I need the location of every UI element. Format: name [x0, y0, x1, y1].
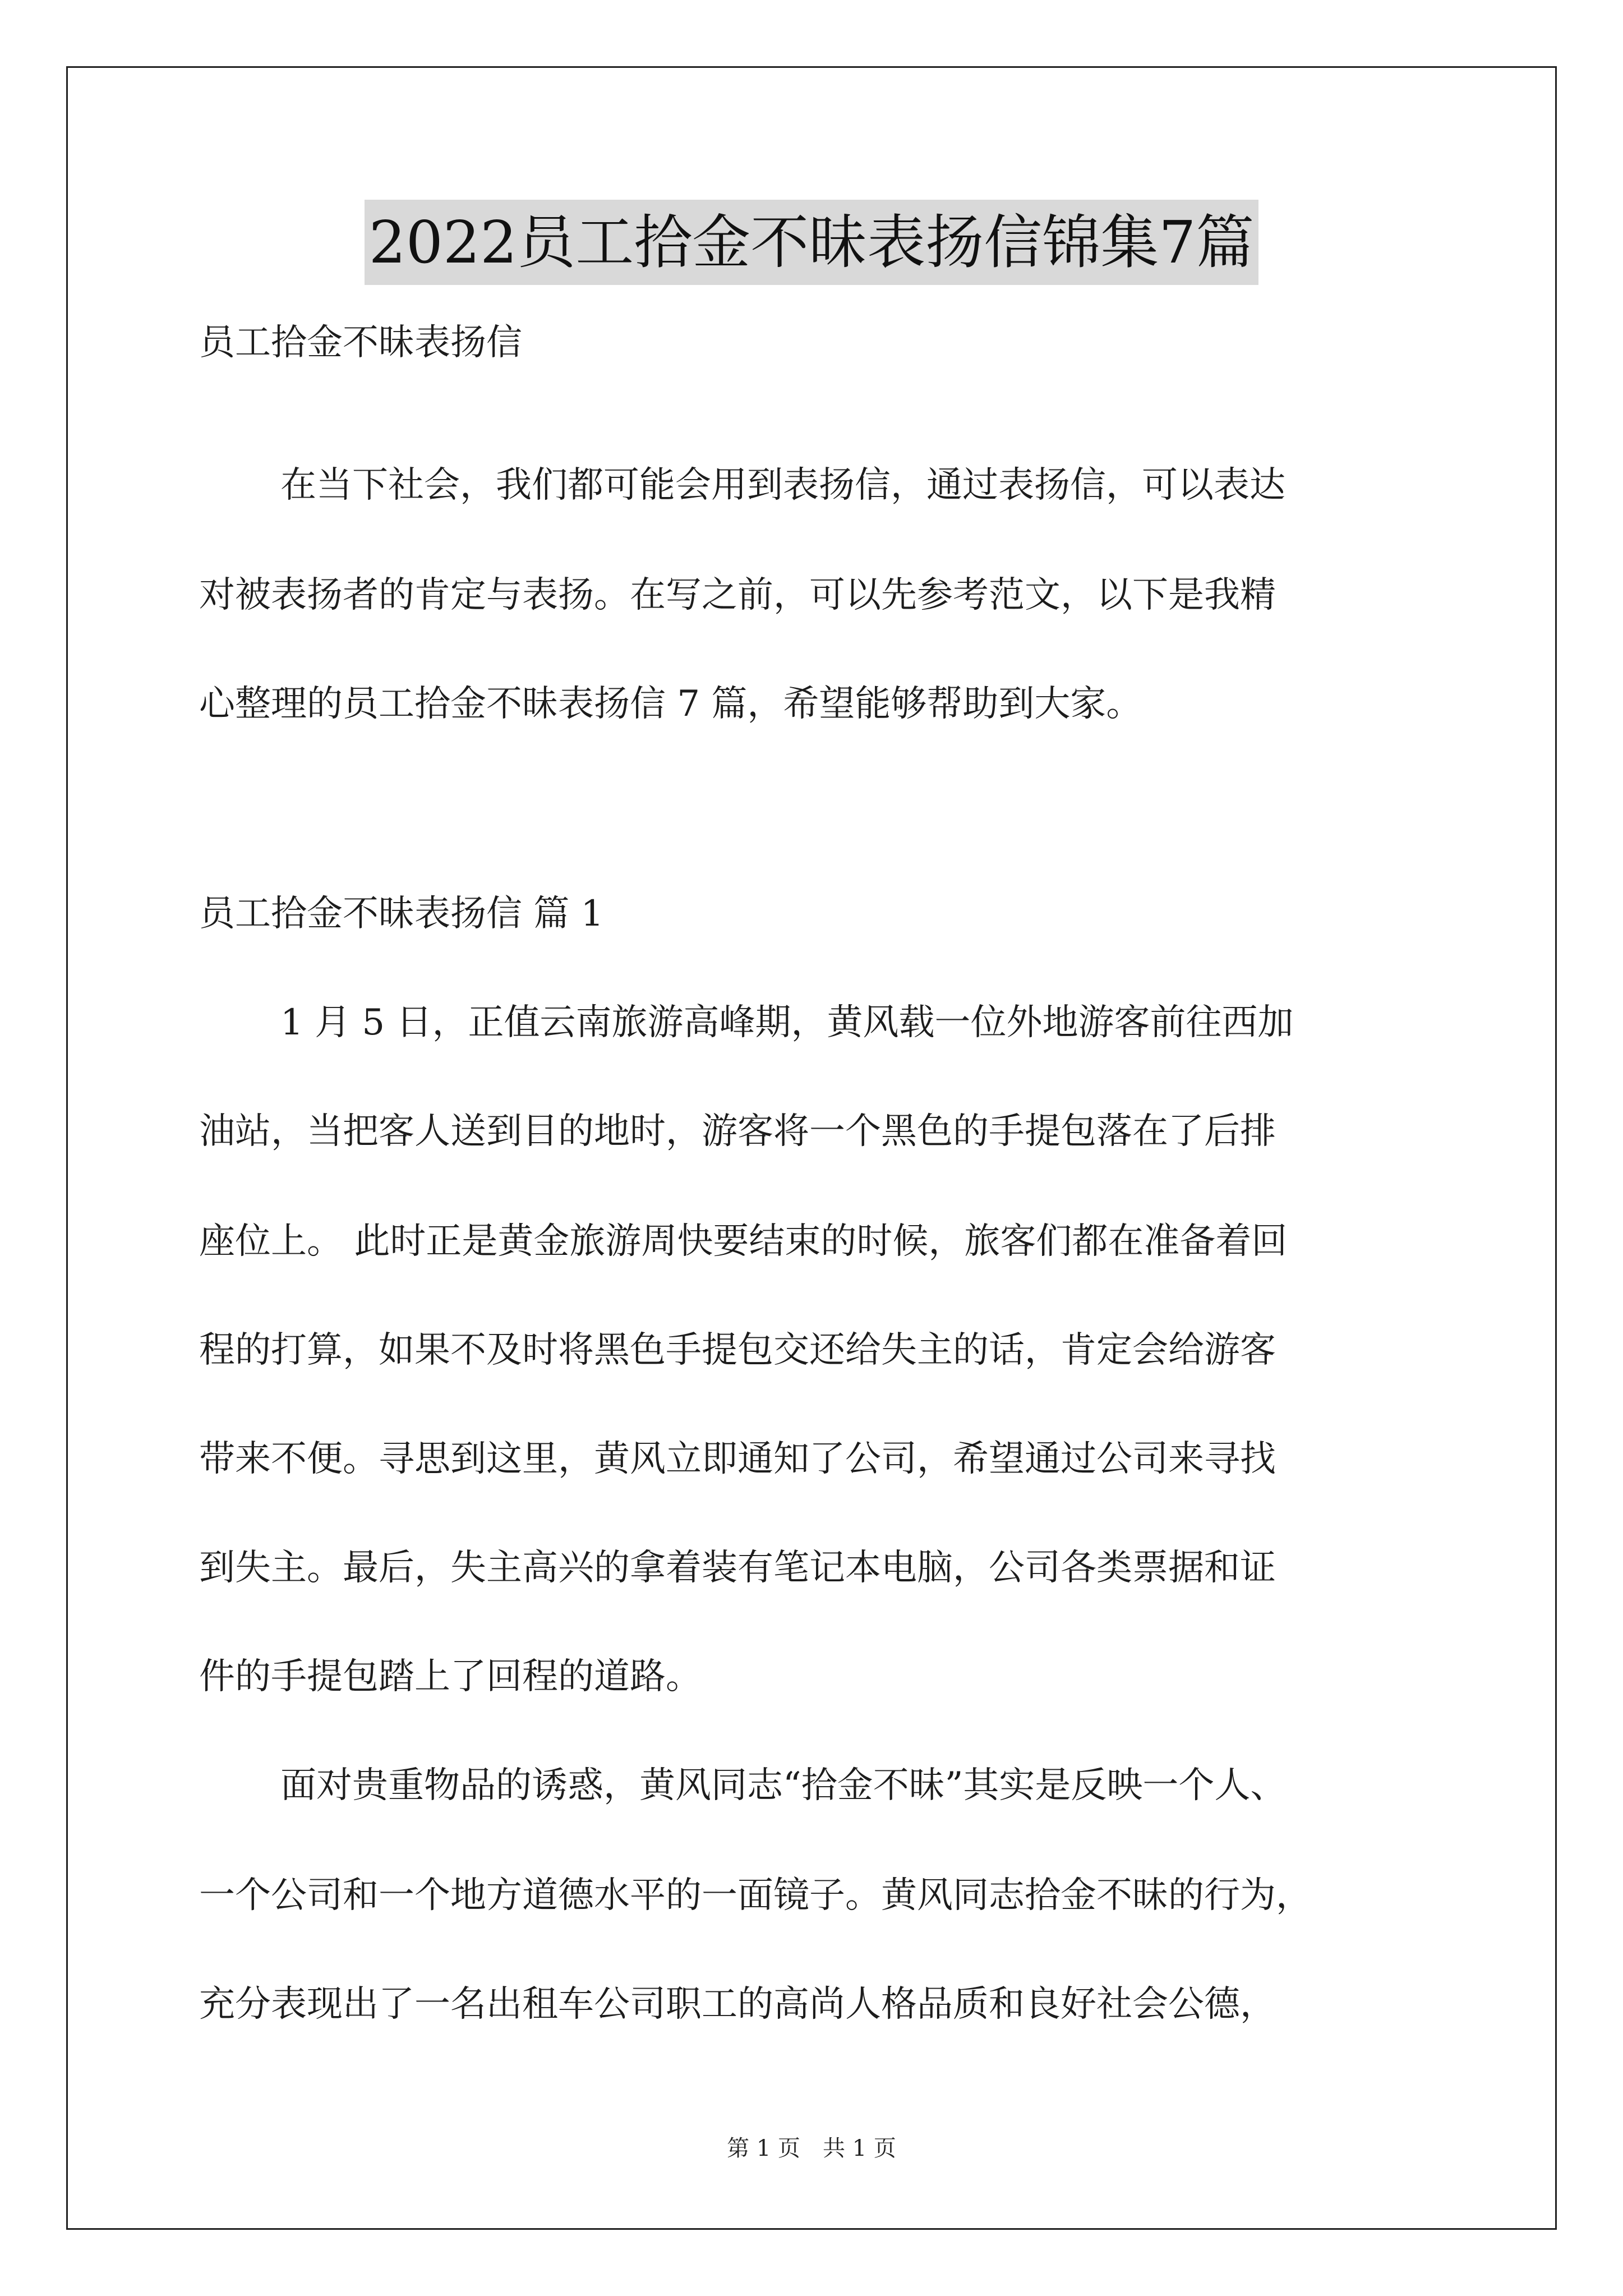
intro-paragraph-line: 对被表扬者的肯定与表扬。在写之前，可以先参考范文，以下是我精: [199, 574, 1276, 616]
body-paragraph-line: 带来不便。寻思到这里，黄风立即通知了公司，希望通过公司来寻找: [199, 1438, 1276, 1480]
intro-paragraph-line: 心整理的员工拾金不昧表扬信 7 篇，希望能够帮助到大家。: [199, 683, 1142, 725]
section-heading-intro: 员工拾金不昧表扬信: [199, 322, 522, 364]
body-paragraph-line: 件的手提包踏上了回程的道路。: [199, 1656, 702, 1697]
body-paragraph-line: 一个公司和一个地方道德水平的一面镜子。黄风同志拾金不昧的行为，: [199, 1875, 1312, 1916]
body-paragraph-line: 程的打算，如果不及时将黑色手提包交还给失主的话，肯定会给游客: [199, 1329, 1276, 1371]
section-heading-part1: 员工拾金不昧表扬信 篇 1: [199, 893, 604, 935]
body-paragraph-line: 到失主。最后，失主高兴的拿着装有笔记本电脑，公司各类票据和证: [199, 1547, 1276, 1589]
document-title: 2022员工拾金不昧表扬信锦集7篇: [365, 200, 1259, 285]
title-container: [0, 200, 1623, 285]
body-paragraph-line: 油站，当把客人送到目的地时，游客将一个黑色的手提包落在了后排: [199, 1111, 1276, 1152]
body-paragraph-line: 充分表现出了一名出租车公司职工的高尚人格品质和良好社会公德，: [199, 1984, 1276, 2025]
page-footer: 第 1 页 共 1 页: [727, 2136, 896, 2161]
body-paragraph-line: 1 月 5 日，正值云南旅游高峰期，黄风载一位外地游客前往西加: [280, 1002, 1294, 1043]
body-paragraph-line: 座位上。 此时正是黄金旅游周快要结束的时候，旅客们都在准备着回: [199, 1221, 1288, 1262]
body-paragraph-line: 面对贵重物品的诱惑，黄风同志“拾金不昧”其实是反映一个人、: [280, 1765, 1287, 1806]
intro-paragraph-line: 在当下社会，我们都可能会用到表扬信，通过表扬信，可以表达: [280, 464, 1285, 506]
